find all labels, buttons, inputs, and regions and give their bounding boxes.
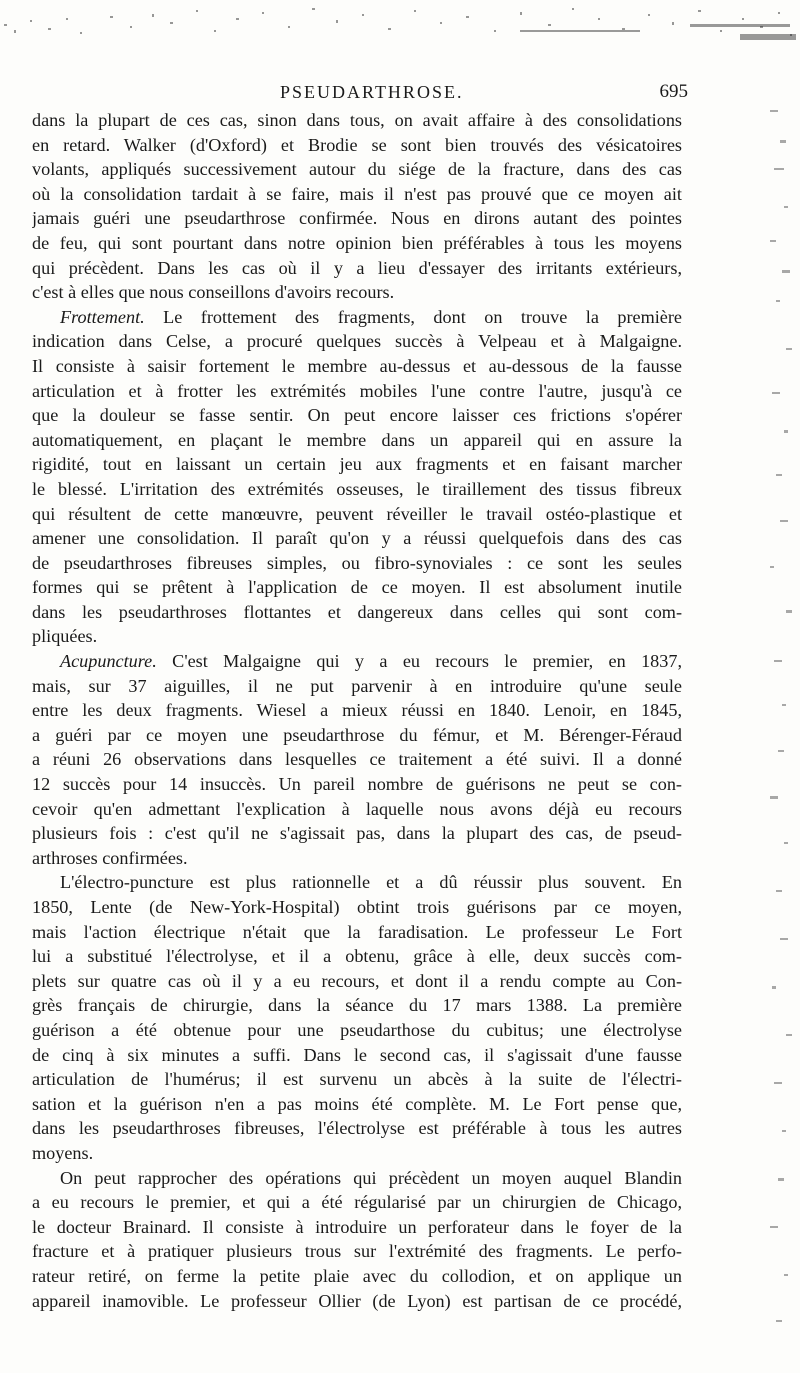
- page-header: [32, 78, 688, 106]
- text-line: amener une consolidation. Il paraît qu'on y a réussi quelquefois dans des cas: [32, 528, 682, 549]
- text-line: de pseudarthroses fibreuses simples, ou fibro-synoviales : ce sont les seules: [32, 552, 682, 573]
- text-line: en retard. Walker (d'Oxford) et Brodie se sont bien trouvés des vésicatoires: [32, 134, 682, 155]
- scan-noise-right-edge: [740, 0, 800, 1373]
- text-line: plusieurs fois : c'est qu'il ne s'agissait pas, dans la plupart des cas, de pseud-: [32, 823, 682, 844]
- body-text: [32, 108, 682, 1313]
- running-title: PSEUDARTHROSE.: [280, 82, 464, 102]
- page-number: 695: [659, 81, 688, 102]
- text-line: appareil inamovible. Le professeur Ollier (de Lyon) est partisan de ce procédé,: [32, 1290, 682, 1311]
- text-line: formes qui se prêtent à l'application de ce moyen. Il est absolument inutile: [32, 577, 682, 598]
- text-line: indication dans Celse, a procuré quelques succès à Velpeau et à Malgaigne.: [32, 331, 682, 352]
- text-line: Il consiste à saisir fortement le membre au-dessus et au-dessous de la fausse: [32, 355, 682, 376]
- text-line: On peut rapprocher des opérations qui précèdent un moyen auquel Blandin: [60, 1167, 682, 1188]
- text-line: articulation de l'humérus; il est survenu un abcès à la suite de l'électri-: [32, 1069, 682, 1090]
- text-line: dans la plupart de ces cas, sinon dans tous, on avait affaire à des consolidations: [32, 110, 682, 130]
- text-line: rigidité, tout en laissant un certain jeu aux fragments et en faisant marcher: [32, 454, 682, 475]
- text-line: sation et la guérison n'en a pas moins été complète. M. Le Fort pense que,: [32, 1093, 682, 1114]
- text-line: L'électro-puncture est plus rationnelle et a dû réussir plus souvent. En: [60, 872, 682, 893]
- text-line: entre les deux fragments. Wiesel a mieux réussi en 1840. Lenoir, en 1845,: [32, 700, 682, 721]
- text-run: C'est Malgaigne qui y a eu recours le premier, en 1837,: [156, 651, 682, 672]
- text-line: dans les pseudarthroses flottantes et dangereux dans celles qui sont com-: [32, 601, 682, 622]
- text-line-with-heading: [32, 305, 682, 330]
- run-in-heading-frottement: Frottement.: [60, 306, 145, 327]
- text-line: jamais guéri une pseudarthrose confirmée. Nous en dirons autant des pointes: [32, 208, 682, 229]
- text-line: volants, appliqués successivement autour du siége de la fracture, dans des cas: [32, 159, 682, 180]
- text-line: le blessé. L'irritation des extrémités osseuses, le tiraillement des tissus fibreux: [32, 478, 682, 499]
- text-line: articulation et à frotter les extrémités mobiles l'une contre l'autre, jusqu'à ce: [32, 380, 682, 401]
- text-line: que la douleur se fasse sentir. On peut encore laisser ces frictions s'opérer: [32, 405, 682, 426]
- text-line: guérison a été obtenue pour une pseudarthose du cubitus; une électrolyse: [32, 1019, 682, 1040]
- text-line: mais l'action électrique n'était que la faradisation. Le professeur Le Fort: [32, 921, 682, 942]
- scan-noise-top: [0, 0, 800, 60]
- run-in-heading-acupuncture: Acupuncture.: [60, 651, 157, 672]
- text-line: arthroses confirmées.: [32, 847, 188, 868]
- text-line: moyens.: [32, 1142, 94, 1163]
- text-line: qui précèdent. Dans les cas où il y a lieu d'essayer des irritants extérieurs,: [32, 257, 682, 278]
- text-line: qui résultent de cette manœuvre, peuvent réveiller le travail ostéo-plastique et: [32, 503, 682, 524]
- text-line: de feu, qui sont pourtant dans notre opinion bien préférables à tous les moyens: [32, 232, 682, 253]
- text-line: où la consolidation tardait à se faire, mais il n'est pas prouvé que ce moyen ait: [32, 183, 682, 204]
- text-line: fracture et à pratiquer plusieurs trous sur l'extrémité des fragments. Le perfo-: [32, 1241, 682, 1262]
- text-line-with-heading: [32, 649, 682, 674]
- text-line: a guéri par ce moyen une pseudarthrose du fémur, et M. Bérenger-Féraud: [32, 724, 682, 745]
- text-line: c'est à elles que nous conseillons d'avoirs recours.: [32, 282, 395, 303]
- text-line: a réuni 26 observations dans lesquelles ce traitement a été suivi. Il a donné: [32, 749, 682, 770]
- text-line: grès français de chirurgie, dans la séance du 17 mars 1388. La première: [32, 995, 682, 1016]
- text-line: le docteur Brainard. Il consiste à introduire un perforateur dans le foyer de la: [32, 1216, 682, 1237]
- text-line: dans les pseudarthroses fibreuses, l'électrolyse est préférable à tous les autres: [32, 1118, 682, 1139]
- text-line: lui a substitué l'électrolyse, et il a obtenu, grâce à elle, deux succès com-: [32, 946, 682, 967]
- text-line: pliquées.: [32, 626, 98, 647]
- text-line: de cinq à six minutes a suffi. Dans le second cas, il s'agissait d'une fausse: [32, 1044, 682, 1065]
- text-line: 12 succès pour 14 insuccès. Un pareil nombre de guérisons ne peut se con-: [32, 774, 682, 795]
- text-line: plets sur quatre cas où il y a eu recours, et dont il a rendu compte au Con-: [32, 970, 682, 991]
- text-line: mais, sur 37 aiguilles, il ne put parvenir à en introduire qu'une seule: [32, 675, 682, 696]
- text-line: 1850, Lente (de New-York-Hospital) obtint trois guérisons par ce moyen,: [32, 897, 682, 917]
- text-line: rateur retiré, on ferme la petite plaie avec du collodion, et on applique un: [32, 1265, 682, 1286]
- text-line: cevoir qu'en admettant l'explication à laquelle nous avons déjà eu recours: [32, 798, 682, 819]
- text-line: automatiquement, en plaçant le membre dans un appareil qui en assure la: [32, 429, 682, 450]
- text-line: a eu recours le premier, et qui a été régularisé par un chirurgien de Chicago,: [32, 1192, 682, 1213]
- text-run: Le frottement des fragments, dont on trouve la première: [144, 306, 682, 327]
